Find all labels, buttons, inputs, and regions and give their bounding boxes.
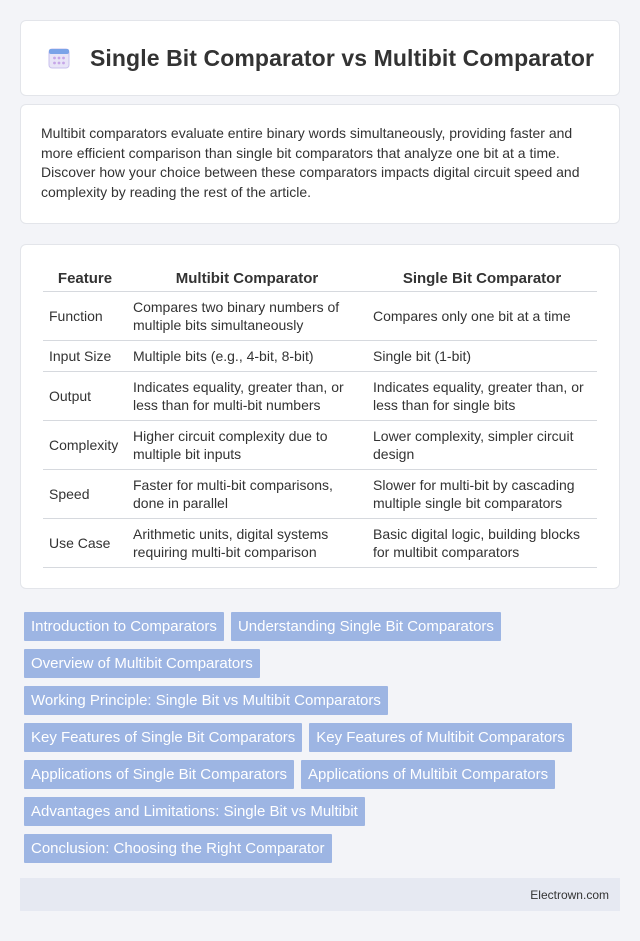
row-multibit: Multiple bits (e.g., 4-bit, 8-bit)	[127, 341, 367, 372]
row-multibit: Arithmetic units, digital systems requiring multi-bit comparison	[127, 519, 367, 568]
row-feature: Use Case	[43, 519, 127, 568]
table-row	[43, 292, 597, 341]
header-feature: Feature	[43, 265, 127, 292]
row-singlebit: Single bit (1-bit)	[367, 341, 597, 372]
tag-advantages-limitations[interactable]: Advantages and Limitations: Single Bit vs Multibit	[24, 797, 365, 826]
calendar-icon	[46, 45, 72, 71]
comparison-table-card	[20, 244, 620, 589]
row-feature: Output	[43, 372, 127, 421]
table-header-row	[43, 265, 597, 292]
row-feature: Complexity	[43, 421, 127, 470]
table-row	[43, 519, 597, 568]
intro-text: Multibit comparators evaluate entire binary words simultaneously, providing faster and more efficient comparison than single bit comparators that analyze one bit at a time. Discover how your choice between these comparators impacts digital circuit speed and complexity by reading the rest of the article.	[41, 125, 580, 200]
tag-overview-multibit[interactable]: Overview of Multibit Comparators	[24, 649, 260, 678]
row-singlebit: Slower for multi-bit by cascading multiple single bit comparators	[367, 470, 597, 519]
row-singlebit: Compares only one bit at a time	[367, 292, 597, 341]
row-singlebit: Basic digital logic, building blocks for multibit comparators	[367, 519, 597, 568]
tag-features-multibit[interactable]: Key Features of Multibit Comparators	[309, 723, 571, 752]
row-feature: Speed	[43, 470, 127, 519]
footer	[20, 878, 620, 911]
row-feature: Function	[43, 292, 127, 341]
row-multibit: Compares two binary numbers of multiple bits simultaneously	[127, 292, 367, 341]
tag-features-single-bit[interactable]: Key Features of Single Bit Comparators	[24, 723, 302, 752]
row-multibit: Higher circuit complexity due to multiple bit inputs	[127, 421, 367, 470]
tag-introduction[interactable]: Introduction to Comparators	[24, 612, 224, 641]
row-multibit: Faster for multi-bit comparisons, done in parallel	[127, 470, 367, 519]
row-singlebit: Lower complexity, simpler circuit design	[367, 421, 597, 470]
comparison-table	[43, 265, 597, 568]
page-title: Single Bit Comparator vs Multibit Comparator	[89, 44, 595, 71]
table-row	[43, 341, 597, 372]
topic-tags	[24, 612, 616, 863]
row-feature: Input Size	[43, 341, 127, 372]
table-row	[43, 421, 597, 470]
header-singlebit: Single Bit Comparator	[367, 265, 597, 292]
table-row	[43, 372, 597, 421]
footer-brand[interactable]: Electrown.com	[530, 887, 609, 902]
tag-understanding-single-bit[interactable]: Understanding Single Bit Comparators	[231, 612, 501, 641]
header-card	[20, 20, 620, 96]
row-multibit: Indicates equality, greater than, or less than for multi-bit numbers	[127, 372, 367, 421]
intro-card	[20, 104, 620, 224]
tag-working-principle[interactable]: Working Principle: Single Bit vs Multibit Comparators	[24, 686, 388, 715]
tag-applications-multibit[interactable]: Applications of Multibit Comparators	[301, 760, 555, 789]
header-multibit: Multibit Comparator	[127, 265, 367, 292]
row-singlebit: Indicates equality, greater than, or less than for single bits	[367, 372, 597, 421]
tag-applications-single-bit[interactable]: Applications of Single Bit Comparators	[24, 760, 294, 789]
table-row	[43, 470, 597, 519]
tag-conclusion[interactable]: Conclusion: Choosing the Right Comparator	[24, 834, 332, 863]
